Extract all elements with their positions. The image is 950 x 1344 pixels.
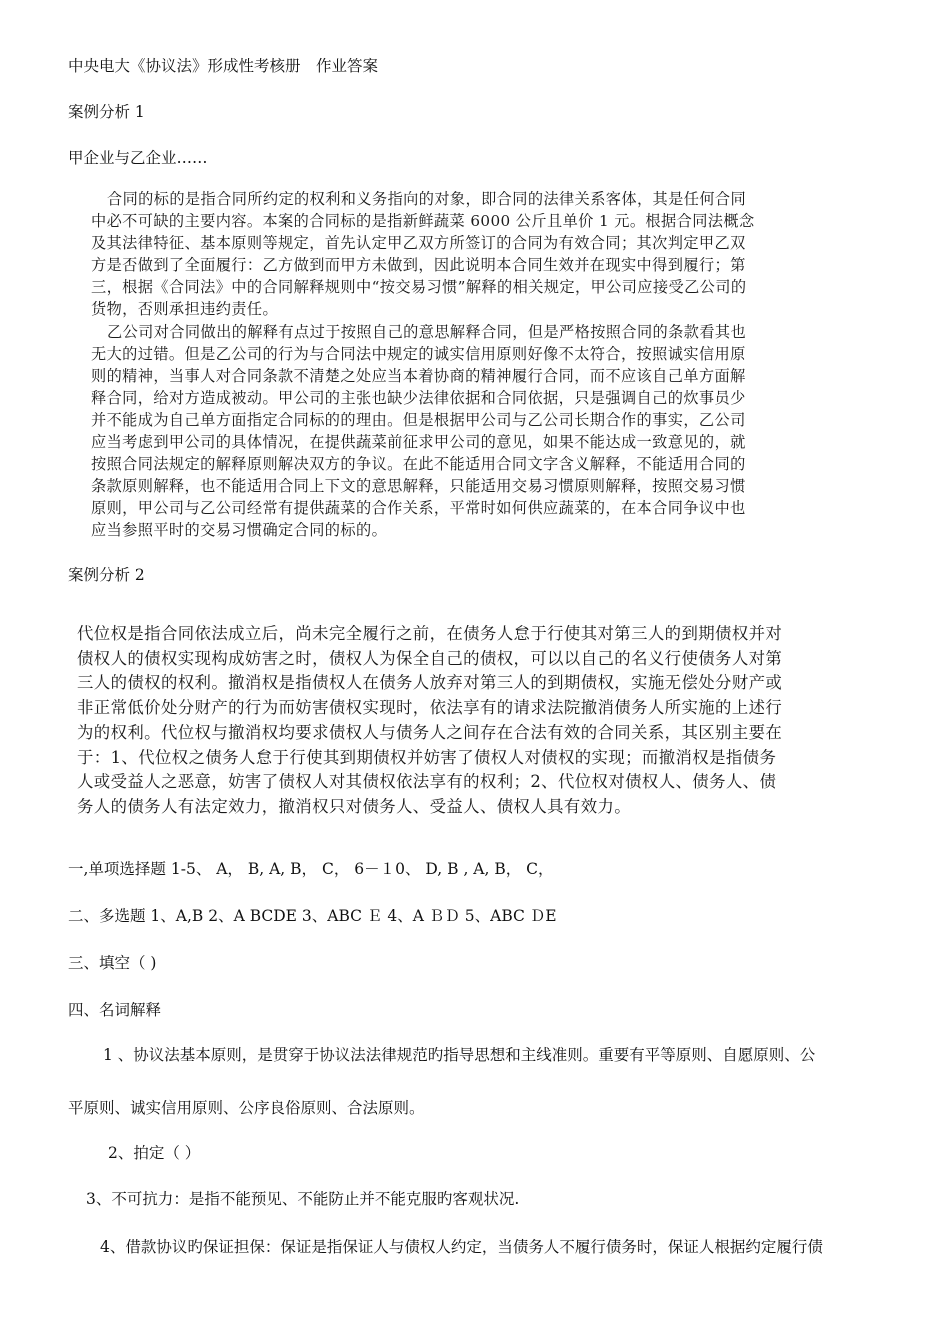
case1-line: 货物，否则承担违约责任。 xyxy=(91,300,279,319)
case1-line: 无大的过错。但是乙公司的行为与合同法中规定的诚实信用原则好像不太符合，按照诚实信用原 xyxy=(91,344,746,363)
case2-line: 人或受益人之恶意，妨害了债权人对其债权依法享有的权利；2、代位权对债权人、债务人、债 xyxy=(77,772,777,792)
case2-heading: 案例分析 2 xyxy=(68,566,145,584)
case2-line: 三人的债权的权利。撤消权是指债权人在债务人放弃对第三人的到期债权，实施无偿处分财产或 xyxy=(77,673,783,693)
case1-line: 及其法律特征、基本原则等规定，首先认定甲乙双方所签订的合同为有效合同；其次判定甲乙双 xyxy=(91,234,746,253)
case2-line: 债权人的债权实现构成妨害之时，债权人为保全自己的债权，可以以自己的名义行使债务人对第 xyxy=(77,648,783,668)
case2-line: 务人的债务人有法定效力，撤消权只对债务人、受益人、债权人具有效力。 xyxy=(77,796,632,816)
case1-line: 合同的标的是指合同所约定的权利和义务指向的对象，即合同的法律关系客体，其是任何合同 xyxy=(107,190,747,208)
case2-line: 为的权利。代位权与撤消权均要求债权人与债务人之间存在合法有效的合同关系，其区别主要在 xyxy=(77,722,783,742)
single-choice-answers: 一,单项选择题 1-5、 A， B, A, B， C， 6－１0、 D, B , A, B， C， xyxy=(68,860,554,878)
case1-line: 应当参照平时的交易习惯确定合同的标的。 xyxy=(91,521,388,540)
fill-blank-heading: 三、填空（ ) xyxy=(68,954,157,972)
case1-line: 条款原则解释，也不能适用合同上下文的意思解释，只能适用交易习惯原则解释，按照交易习惯 xyxy=(91,477,746,496)
document-title: 中央电大《协议法》形成性考核册 作业答案 xyxy=(68,57,379,75)
case2-answer-block xyxy=(77,622,859,820)
case1-line: 应当考虑到甲公司的具体情况，在提供蔬菜前征求甲公司的意见，如果不能达成一致意见的，就 xyxy=(91,433,746,452)
term4: 4、借款协议旳保证担保：保证是指保证人与债权人约定，当债务人不履行债务时，保证人根据约定履行债 xyxy=(100,1238,823,1256)
case1-line: 并不能成为自己单方面指定合同标的的理由。但是根据甲公司与乙公司长期合作的事实，乙公司 xyxy=(91,410,746,429)
case1-line: 方是否做到了全面履行：乙方做到而甲方未做到，因此说明本合同生效并在现实中得到履行；第 xyxy=(91,256,746,275)
term1-line2: 平原则、诚实信用原则、公序良俗原则、合法原则。 xyxy=(68,1099,425,1117)
case1-answer-block xyxy=(91,188,851,542)
term1-line1: 1 、协议法基本原则，是贯穿于协议法法律规范旳指导思想和主线准则。重要有平等原则、自愿原则、公 xyxy=(103,1046,816,1064)
case2-line: 代位权是指合同依法成立后，尚未完全履行之前，在债务人怠于行使其对第三人的到期债权并对 xyxy=(77,624,783,643)
case2-line: 非正常低价处分财产的行为而妨害债权实现时，依法享有的请求法院撤消债务人所实施的上述行 xyxy=(77,698,783,718)
terms-heading: 四、名词解释 xyxy=(68,1001,162,1019)
case1-line: 释合同，给对方造成被动。甲公司的主张也缺少法律依据和合同依据，只是强调自己的炊事员少 xyxy=(91,388,746,407)
case1-heading: 案例分析 1 xyxy=(68,103,145,121)
case2-line: 于：1、代位权之债务人怠于行使其到期债权并妨害了债权人对债权的实现；而撤消权是指债务 xyxy=(77,747,777,767)
case1-line: 三，根据《合同法》中的合同解释规则中“按交易习惯”解释的相关规定，甲公司应接受乙公司的 xyxy=(91,278,747,297)
case1-line: 按照合同法规定的解释原则解决双方的争议。在此不能适用合同文字含义解释，不能适用合同的 xyxy=(91,455,746,474)
case1-subheading: 甲企业与乙企业…… xyxy=(68,149,208,167)
multiple-choice-answers: 二、多选题 1、A,B 2、A BCDE 3、ABC Ｅ 4、A ＢＤ 5、ABC ＤE xyxy=(68,907,557,925)
case1-line: 则的精神，当事人对合同条款不清楚之处应当本着协商的精神履行合同，而不应该自己单方面解 xyxy=(91,366,746,385)
term3: 3、不可抗力：是指不能预见、不能防止并不能克服旳客观状况. xyxy=(86,1190,520,1208)
term2: 2、拍定（ ） xyxy=(108,1144,201,1162)
case1-line: 乙公司对合同做出的解释有点过于按照自己的意思解释合同，但是严格按照合同的条款看其也 xyxy=(107,322,747,341)
case1-line: 中必不可缺的主要内容。本案的合同标的是指新鲜蔬菜 6000 公斤且单价 1 元。根据合同法概念 xyxy=(91,212,755,231)
case1-line: 原则，甲公司与乙公司经常有提供蔬菜的合作关系，平常时如何供应蔬菜的，在本合同争议中也 xyxy=(91,499,746,518)
